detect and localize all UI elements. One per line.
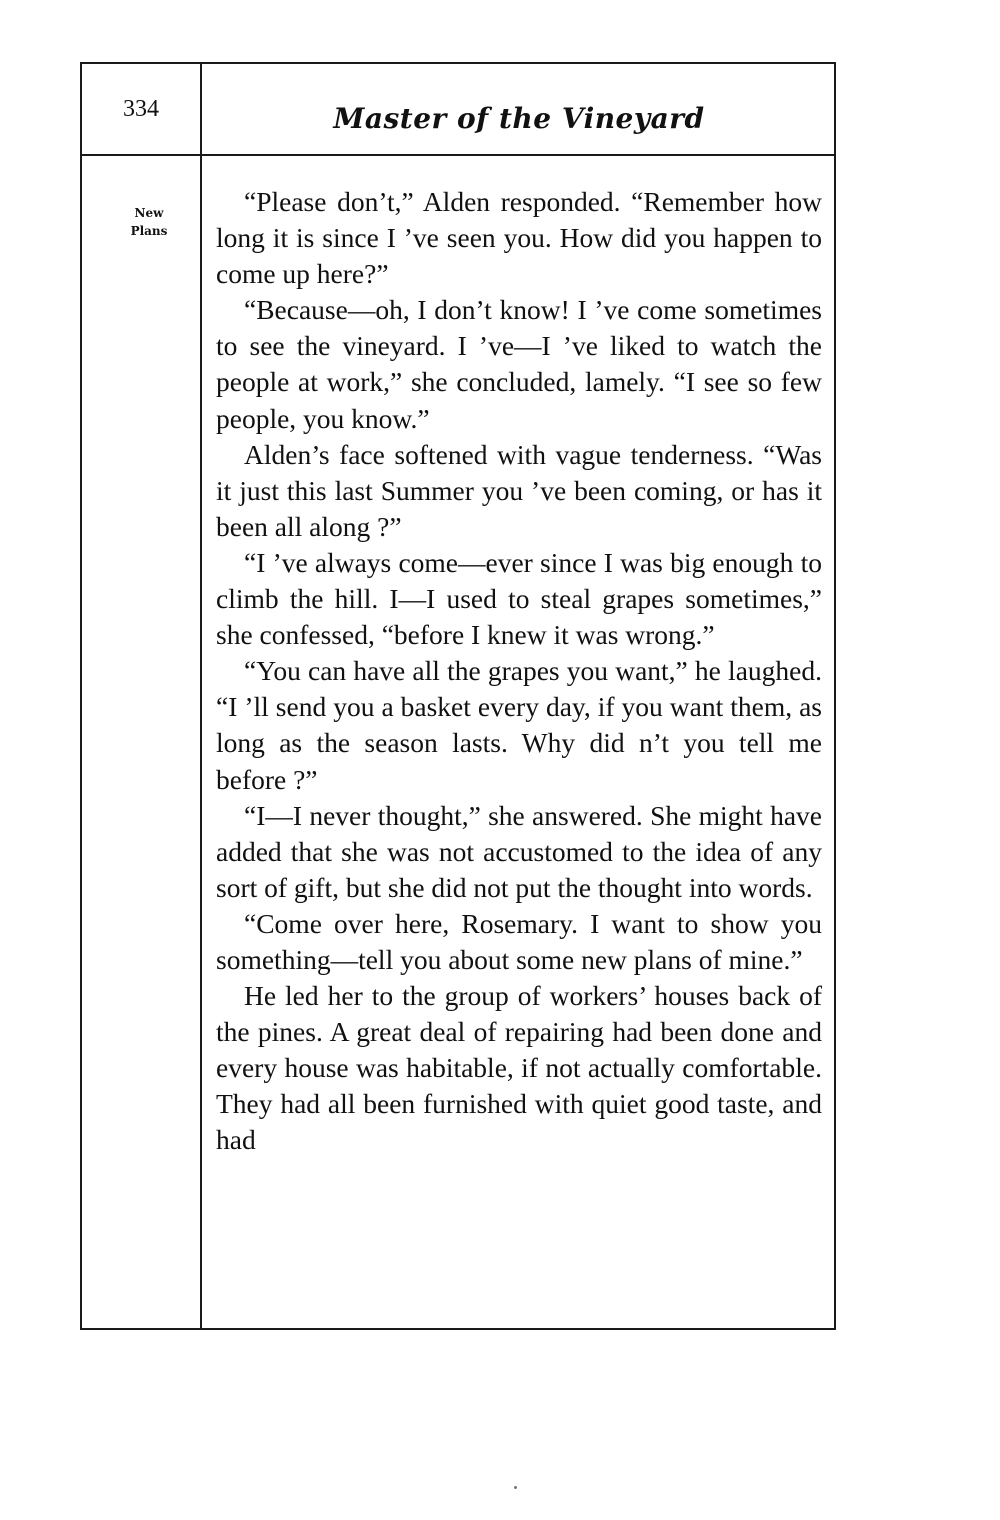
body-text <box>216 184 822 1159</box>
stray-mark <box>514 1486 517 1489</box>
side-note-line-1: New <box>134 206 164 220</box>
paragraph: “Come over here, Rosemary. I want to show you something—tell you about some new plans of mine.” <box>216 907 822 975</box>
paragraph: “I—I never thought,” she answered. She might have added that she was not accustomed to the idea of any sort of gift, but she did not put the thought into words. <box>216 799 822 903</box>
paragraph: He led her to the group of workers’ houses back of the pines. A great deal of repairing had been done and every house was habitable, if not actually comfortable. They had all been furnished with quiet good taste, and had <box>216 980 822 1156</box>
page-frame <box>80 62 836 1330</box>
header-divider <box>82 154 834 156</box>
margin-divider <box>200 64 202 1328</box>
paragraph: “Because—oh, I don’t know! I ’ve come sometimes to see the vineyard. I ’ve—I ’ve liked to watch the people at work,” she concluded, lamely. “I see so few people, you know.” <box>216 294 822 434</box>
running-title: Master of the Vineyard <box>333 102 705 135</box>
side-note-line-2: Plans <box>130 224 168 238</box>
page-number: 334 <box>123 96 159 122</box>
paragraph: “Please don’t,” Alden responded. “Remember how long it is since I ’ve seen you. How did you happen to come up here?” <box>216 186 822 290</box>
paragraph: Alden’s face softened with vague tenderness. “Was it just this last Summer you ’ve been coming, or has it been all along ?” <box>216 438 822 542</box>
paragraph: “I ’ve always come—ever since I was big enough to climb the hill. I—I used to steal grapes sometimes,” she confessed, “before I knew it was wrong.” <box>216 546 822 651</box>
paragraph: “You can have all the grapes you want,” he laughed. “I ’ll send you a basket every day, if you want them, as long as the season lasts. Why did n’t you tell me before ?” <box>216 655 822 795</box>
side-note <box>104 204 194 240</box>
